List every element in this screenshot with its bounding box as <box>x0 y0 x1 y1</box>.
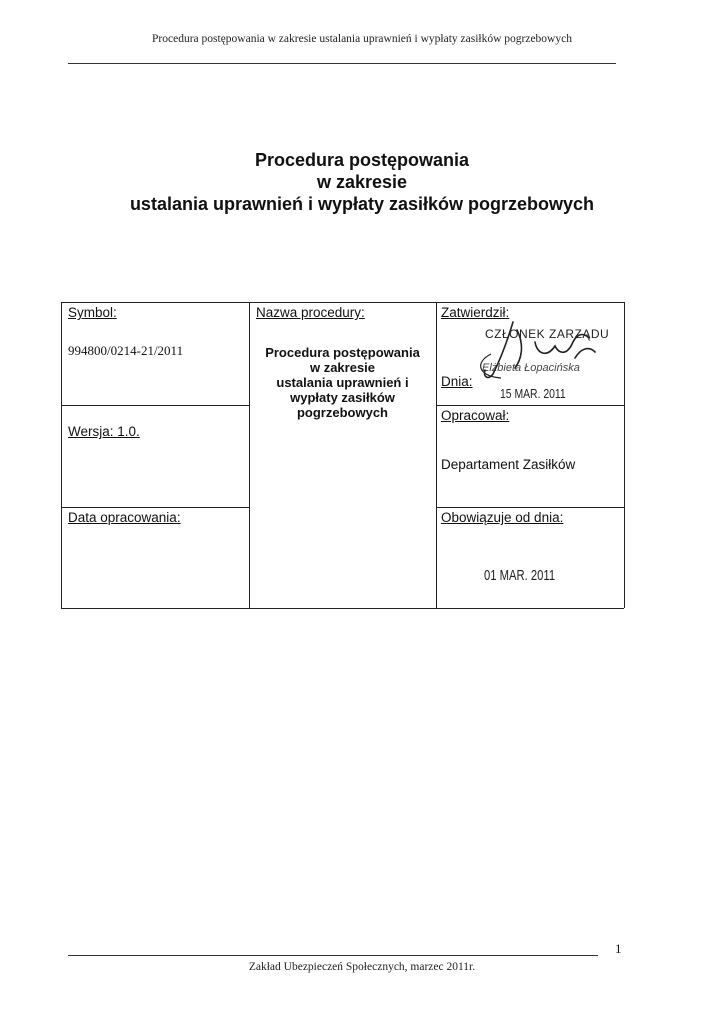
running-footer: Zakład Ubezpieczeń Społecznych, marzec 2011r. <box>248 961 476 973</box>
signature-icon <box>455 312 615 387</box>
running-header: Procedura postępowania w zakresie ustalania uprawnień i wypłaty zasiłków pogrzebowych <box>152 33 572 45</box>
table-border-right <box>624 302 625 608</box>
table-border-bottom <box>61 608 624 609</box>
footer-divider <box>68 955 598 956</box>
document-title <box>60 149 664 215</box>
version-label: Wersja: 1.0. <box>68 424 140 439</box>
approved-label: Zatwierdził: <box>441 305 510 320</box>
procedure-name-line-2: w zakresie <box>309 360 376 375</box>
right-row-divider-2 <box>436 507 624 508</box>
procedure-name <box>250 345 435 420</box>
approver-name-stamp: Elżbieta Łopacińska <box>482 362 580 374</box>
effective-date-label: Obowiązuje od dnia: <box>441 510 564 525</box>
table-border-left <box>61 302 62 608</box>
prepared-by-value: Departament Zasiłków <box>441 457 576 472</box>
effective-date-stamp: 01 MAR. 2011 <box>484 567 556 584</box>
page-number: 1 <box>615 941 622 956</box>
procedure-name-label: Nazwa procedury: <box>256 305 365 320</box>
left-row-divider-2 <box>61 507 249 508</box>
title-line-2: w zakresie <box>316 172 408 192</box>
table-border-top <box>61 302 624 303</box>
procedure-name-line-3: ustalania uprawnień i <box>276 375 409 390</box>
date-prepared-label: Data opracowania: <box>68 510 181 525</box>
procedure-name-line-5: pogrzebowych <box>296 405 388 420</box>
title-line-3: ustalania uprawnień i wypłaty zasiłków pogrzebowych <box>129 194 595 214</box>
left-row-divider-1 <box>61 405 249 406</box>
header-divider <box>68 63 616 64</box>
approver-stamp: CZŁONEK ZARZĄDU <box>485 327 610 341</box>
approval-date-stamp: 15 MAR. 2011 <box>500 386 566 401</box>
approval-date-label: Dnia: <box>441 374 473 389</box>
procedure-name-line-1: Procedura postępowania <box>265 345 420 360</box>
symbol-label: Symbol: <box>68 305 117 320</box>
procedure-name-line-4: wypłaty zasiłków <box>290 390 395 405</box>
symbol-value: 994800/0214-21/2011 <box>68 343 184 358</box>
right-row-divider-1 <box>436 405 624 406</box>
table-column-divider-2 <box>436 302 437 608</box>
prepared-by-label: Opracował: <box>441 408 510 423</box>
title-line-1: Procedura postępowania <box>254 150 470 170</box>
